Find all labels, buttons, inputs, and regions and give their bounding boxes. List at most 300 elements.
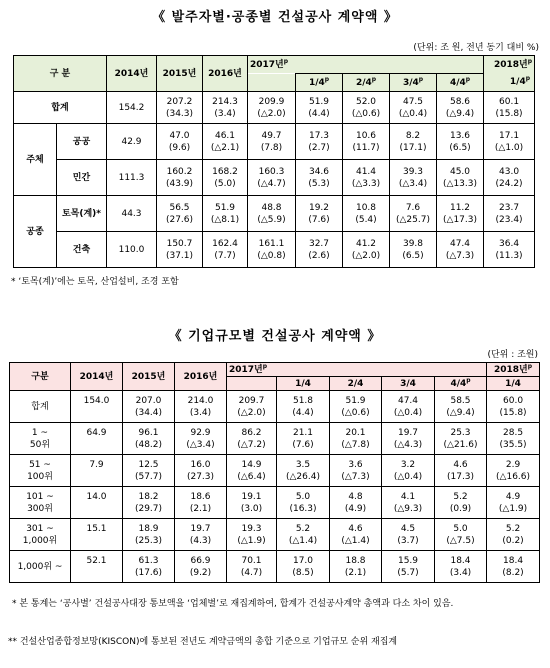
cell-value: 19.1 [241,491,262,502]
value-cell [123,551,175,583]
value-cell [343,232,390,268]
table1-header-2018-q1: 1/4$^p$ [484,74,535,92]
table2-header-q1: 1/4 [277,377,330,391]
row-label-line1: 합계 [31,401,49,412]
cell-value: 49.7 [261,130,282,141]
cell-change: (5.7) [397,567,419,578]
cell-change: (17.3) [446,471,475,482]
table1-unit: (단위: 조 원, 전년 동기 대비 %) [413,43,539,53]
cell-change: (34.4) [134,407,163,418]
cell-change: (29.7) [134,503,163,514]
value-cell [175,551,227,583]
row-label-line1: 101 ~ [26,491,54,502]
value-cell [296,92,343,124]
value-cell [437,232,484,268]
value-cell [123,519,175,551]
cell-value: 17.3 [308,130,330,141]
cell-change: (△0.4) [393,471,423,482]
cell-value: 18.6 [190,491,211,502]
cell-change: (△1.4) [288,535,318,546]
cell-change: (5.0) [214,178,236,189]
row-label-line1: 51 ~ [29,459,51,470]
cell-change: (7.6) [308,214,330,225]
row-label: 공공 [57,124,107,160]
cell-change: (△0.6) [341,407,370,418]
cell-value: 7.9 [89,459,104,470]
cell-value: 214.3 [212,96,238,107]
table1-header-q3: 3/4$^p$ [390,74,437,92]
table1-header-2015: 2015년 [157,56,203,92]
table2-note2: ** 건설산업종합정보망(KISCON)에 통보된 전년도 계약금액의 총합 기준으로 기업규모 순위 재집계 [8,637,398,647]
cell-change: (△3.3) [351,178,381,189]
cell-value: 18.8 [345,555,366,566]
table1-header-2018: 2018년$^p$ [484,56,535,74]
cell-value: 19.7 [190,523,211,534]
cell-change: (△0.8) [257,250,286,261]
value-cell [437,196,484,232]
table1-row [14,124,535,160]
cell-change: (16.3) [289,503,317,514]
cell-change: (37.1) [165,250,194,261]
cell-value: 92.9 [190,427,211,438]
row-label [10,487,71,519]
value-cell [382,487,435,519]
cell-change: (4.7) [240,567,263,578]
cell-change: (△13.3) [443,178,477,189]
cell-value: 12.5 [138,459,159,470]
cell-change: (2.1) [189,503,212,514]
cell-change: (△5.9) [257,214,286,225]
table1 [13,55,535,268]
cell-value: 45.0 [449,166,471,177]
value-cell [382,391,435,423]
cell-change: (23.4) [495,214,523,225]
cell-value: 207.2 [166,96,193,107]
value-cell [157,196,203,232]
cell-value: 3.6 [348,459,363,470]
cell-change: (3.7) [397,535,419,546]
cell-value: 56.5 [169,202,190,213]
cell-change: (△6.4) [237,471,266,482]
cell-value: 42.9 [121,136,142,147]
table2-header-2017: 2017년$^p$ [227,363,487,377]
table2-header-2017-total [227,377,277,391]
cell-value: 96.1 [138,427,159,438]
cell-value: 18.9 [138,523,159,534]
cell-value: 4.1 [400,491,416,502]
cell-value: 47.0 [169,130,190,141]
value-cell [227,423,277,455]
table2-row [10,551,540,583]
cell-change: (15.8) [495,108,523,119]
cell-value: 17.1 [499,130,520,141]
value-cell [435,487,487,519]
value-cell [435,519,487,551]
cell-change: (17.1) [399,142,427,153]
value-cell [390,196,437,232]
table2-note1: * 본 통계는 ‘공사별’ 건설공사대장 통보액을 ‘업체별’로 재집계하여, 합계가 건설공사계약 총액과 다소 차이 있음. [12,599,454,609]
cell-change: (3.4) [189,407,212,418]
cell-value: 41.4 [355,166,377,177]
cell-change: (35.5) [499,439,527,450]
cell-spacer [71,407,122,419]
cell-value: 214.0 [187,395,214,406]
cell-value: 18.4 [503,555,524,566]
cell-value: 14.9 [241,459,262,470]
cell-change: (△2.0) [257,108,286,119]
cell-value: 3.5 [295,459,311,470]
value-cell [248,232,296,268]
cell-value: 39.8 [402,238,424,249]
cell-change: (9.6) [168,142,191,153]
value-cell [296,160,343,196]
cell-change: (0.9) [449,503,472,514]
cell-change: (△0.6) [351,108,381,119]
cell-change: (△7.8) [341,439,370,450]
value-cell [107,232,157,268]
table1-header-2017: 2017년$^p$ [248,56,484,74]
table2-header-2016: 2016년 [175,363,227,391]
cell-value: 19.7 [397,427,419,438]
value-cell [227,519,277,551]
value-cell [227,551,277,583]
cell-value: 5.0 [453,523,468,534]
value-cell [277,519,330,551]
value-cell [157,232,203,268]
cell-value: 5.2 [295,523,311,534]
cell-change: (△1.0) [494,142,524,153]
value-cell [123,455,175,487]
cell-value: 44.3 [121,208,142,219]
cell-value: 48.8 [261,202,282,213]
value-cell [343,124,390,160]
cell-value: 4.6 [453,459,468,470]
value-cell [277,423,330,455]
value-cell [107,160,157,196]
cell-value: 5.2 [505,523,521,534]
cell-change: (0.2) [502,535,524,546]
value-cell [435,455,487,487]
value-cell [248,196,296,232]
cell-change: (△1.4) [341,535,370,546]
value-cell [248,124,296,160]
value-cell [296,124,343,160]
cell-change: (8.2) [502,567,524,578]
value-cell [487,551,540,583]
value-cell [203,232,248,268]
value-cell [487,487,540,519]
value-cell [330,423,382,455]
cell-change: (24.2) [495,178,523,189]
value-cell [157,160,203,196]
table2-header-2015: 2015년 [123,363,175,391]
value-cell [277,487,330,519]
cell-spacer [71,471,122,483]
cell-change: (5.3) [308,178,330,189]
value-cell [71,487,123,519]
row-label: 합계 [14,92,107,124]
row-label [10,519,71,551]
value-cell [227,391,277,423]
cell-value: 168.2 [212,166,238,177]
cell-change: (△17.3) [443,214,477,225]
cell-change: (3.0) [240,503,263,514]
value-cell [175,423,227,455]
table2-header-2018: 2018년$^p$ [487,363,540,377]
table2-header-2018-q1: 1/4 [487,377,540,391]
cell-change: (△9.4) [445,108,475,119]
value-cell [390,124,437,160]
value-cell [175,487,227,519]
row-label [10,551,71,583]
value-cell [175,455,227,487]
value-cell [330,551,382,583]
cell-change: (△2.0) [351,250,381,261]
cell-change: (△4.3) [393,439,423,450]
value-cell [343,160,390,196]
row-label-line2: 100위 [27,471,53,482]
cell-value: 58.5 [450,395,471,406]
cell-change: (△0.4) [393,407,423,418]
cell-value: 20.1 [345,427,366,438]
cell-value: 4.6 [348,523,363,534]
cell-change: (11.7) [352,142,380,153]
cell-change: (△9.4) [446,407,475,418]
value-cell [175,391,227,423]
cell-value: 13.6 [449,130,471,141]
cell-value: 28.5 [503,427,524,438]
value-cell [484,92,535,124]
value-cell [484,196,535,232]
cell-value: 52.0 [355,96,377,107]
value-cell [203,160,248,196]
value-cell [330,391,382,423]
cell-change: (15.8) [499,407,527,418]
cell-value: 15.1 [86,523,107,534]
cell-change: (3.4) [449,567,472,578]
cell-change: (6.5) [402,250,424,261]
cell-value: 154.2 [118,102,145,113]
cell-change: (△1.9) [237,535,266,546]
cell-value: 154.0 [83,395,110,406]
cell-change: (4.3) [189,535,212,546]
table1-header-q2: 2/4$^p$ [343,74,390,92]
value-cell [277,551,330,583]
value-cell [71,519,123,551]
cell-change: (△9.3) [393,503,423,514]
cell-change: (△16.6) [496,471,531,482]
table1-row [14,232,535,268]
cell-change: (△3.4) [186,439,215,450]
value-cell [435,423,487,455]
cell-value: 60.1 [499,96,520,107]
cell-value: 19.2 [308,202,330,213]
cell-change: (△8.1) [210,214,240,225]
value-cell [390,232,437,268]
value-cell [175,519,227,551]
value-cell [71,455,123,487]
cell-value: 7.6 [405,202,421,213]
row-label [10,391,71,423]
cell-change: (7.7) [214,250,236,261]
cell-change: (27.6) [165,214,194,225]
cell-change: (48.2) [134,439,163,450]
value-cell [71,423,123,455]
cell-value: 34.6 [308,166,330,177]
value-cell [343,92,390,124]
value-cell [71,551,123,583]
value-cell [107,124,157,160]
cell-change: (△2.0) [237,407,266,418]
cell-value: 10.8 [355,202,377,213]
value-cell [248,92,296,124]
value-cell [107,92,157,124]
cell-change: (34.3) [165,108,194,119]
table2-header-2014: 2014년 [71,363,123,391]
row-label: 민간 [57,160,107,196]
cell-value: 150.7 [166,238,193,249]
value-cell [487,423,540,455]
row-label-line1: 1 ~ [31,427,49,438]
value-cell [437,124,484,160]
value-cell [484,232,535,268]
table2-row [10,487,540,519]
cell-change: (2.1) [344,567,367,578]
row-label-line2: 1,000위 [22,535,58,546]
cell-value: 18.2 [138,491,159,502]
value-cell [203,92,248,124]
cell-change: (8.5) [292,567,314,578]
cell-value: 111.3 [118,172,145,183]
cell-value: 8.2 [405,130,421,141]
table1-header-q4: 4/4$^p$ [437,74,484,92]
cell-change: (△7.3) [445,250,475,261]
value-cell [71,391,123,423]
row-label [10,423,71,455]
table1-header-q1: 1/4$^p$ [296,74,343,92]
value-cell [157,124,203,160]
value-cell [203,196,248,232]
cell-change: (9.2) [189,567,212,578]
cell-value: 52.1 [86,555,107,566]
value-cell [435,391,487,423]
cell-value: 43.0 [499,166,520,177]
cell-spacer [71,439,122,451]
cell-value: 11.2 [449,202,471,213]
row-label-line2: 50위 [29,439,51,450]
table2 [9,362,540,583]
row-label: 토목(계)* [57,196,107,232]
table2-title: 《 기업규모별 건설공사 계약액 》 [168,329,382,344]
table2-row [10,455,540,487]
cell-change: (11.3) [495,250,523,261]
cell-spacer [71,535,122,547]
cell-value: 2.9 [505,459,521,470]
value-cell [330,519,382,551]
cell-value: 209.7 [238,395,265,406]
cell-change: (△1.9) [498,503,528,514]
cell-change: (△4.7) [257,178,286,189]
cell-value: 18.4 [450,555,471,566]
row-label-line1: 1,000위 ~ [17,561,63,572]
value-cell [296,196,343,232]
cell-value: 160.3 [258,166,285,177]
cell-value: 5.2 [453,491,468,502]
value-cell [382,455,435,487]
cell-value: 58.6 [449,96,471,107]
table1-row [14,92,535,124]
cell-value: 51.9 [308,96,330,107]
table2-header-q3: 3/4 [382,377,435,391]
table1-row [14,196,535,232]
cell-change: (△21.6) [443,439,478,450]
cell-value: 161.1 [258,238,285,249]
table2-header-q2: 2/4 [330,377,382,391]
cell-value: 47.4 [449,238,471,249]
cell-value: 3.2 [400,459,416,470]
value-cell [343,196,390,232]
value-cell [382,423,435,455]
cell-change: (△25.7) [396,214,430,225]
cell-value: 4.9 [505,491,521,502]
cell-change: (△0.4) [398,108,428,119]
value-cell [437,160,484,196]
cell-change: (7.6) [292,439,314,450]
row-label [10,455,71,487]
cell-change: (7.8) [260,142,283,153]
table1-header-2014: 2014년 [107,56,157,92]
cell-change: (△26.4) [286,471,320,482]
value-cell [123,487,175,519]
table2-row [10,519,540,551]
cell-value: 25.3 [450,427,471,438]
cell-value: 86.2 [241,427,262,438]
cell-value: 64.9 [86,427,107,438]
cell-value: 19.3 [241,523,262,534]
cell-value: 23.7 [499,202,520,213]
cell-value: 16.0 [190,459,211,470]
cell-value: 51.9 [214,202,236,213]
cell-value: 47.4 [397,395,419,406]
cell-value: 110.0 [118,244,145,255]
cell-value: 70.1 [241,555,262,566]
value-cell [484,124,535,160]
row-label-line1: 301 ~ [26,523,54,534]
value-cell [487,455,540,487]
cell-change: (5.4) [355,214,377,225]
cell-value: 36.4 [499,238,520,249]
table1-note: * ‘토목(계)’에는 토목, 산업설비, 조경 포함 [11,277,179,287]
cell-change: (57.7) [134,471,163,482]
cell-change: (43.9) [165,178,194,189]
value-cell [390,160,437,196]
cell-value: 41.2 [355,238,377,249]
cell-value: 61.3 [138,555,159,566]
group-label: 공종 [14,196,57,268]
cell-value: 21.1 [292,427,314,438]
cell-change: (6.5) [449,142,471,153]
value-cell [390,92,437,124]
cell-change: (△7.3) [341,471,370,482]
table1-row [14,160,535,196]
cell-value: 51.9 [345,395,366,406]
table2-header-category: 구분 [10,363,71,391]
value-cell [248,160,296,196]
cell-value: 66.9 [190,555,211,566]
value-cell [487,519,540,551]
cell-change: (4.4) [292,407,314,418]
table2-row [10,391,540,423]
